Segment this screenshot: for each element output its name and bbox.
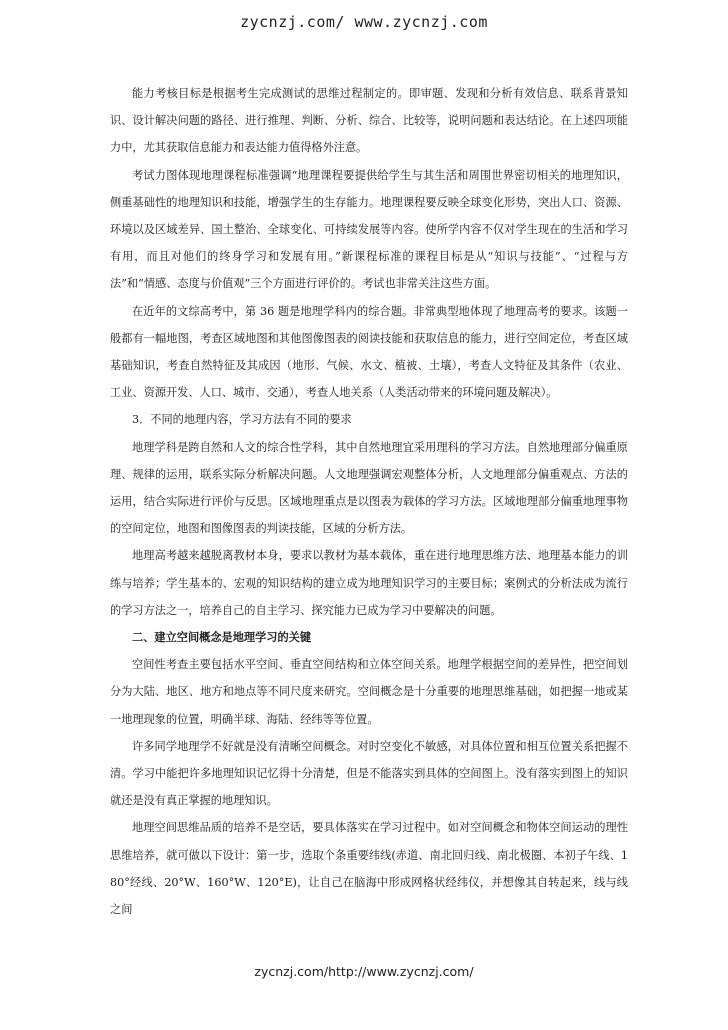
document-body [110,80,628,923]
paragraph-exam-trends: 地理高考越来越脱离教材本身，要求以教材为基本载体，重在进行地理思维方法、地理基本能力的训练与培养；学生基本的、宏观的知识结构的建立成为地理知识学习的主要目标；案例式的分析法成为流行的学习方法之一，培养自己的自主学习、探究能力已成为学习中要解决的问题。 [110,549,628,617]
paragraph-question-36: 在近年的文综高考中，第 36 题是地理学科内的综合题。非常典型地体现了地理高考的要求。该题一般都有一幅地图，考查区域地图和其他图像图表的阅读技能和获取信息的能力，进行空间定位，考查区域基础知识，考查自然特征及其成因（地形、气候、水文、植被、土壤），考查人文特征及其条件（农业、工业、资源开发、人口、城市、交通），考查人地关系（人类活动带来的环境问题及解决）。 [110,304,628,400]
paragraph-ability-targets: 能力考核目标是根据考生完成测试的思维过程制定的。即审题、发现和分析有效信息、联系背景知识、设计解决问题的路径、进行推理、判断、分析、综合、比较等，说明问题和表达结论。在上述四项能力中，尤其获取信息能力和表达能力值得格外注意。 [110,87,628,155]
paragraph-spatial-training: 地理空间思维品质的培养不是空话，要具体落实在学习过程中。如对空间概念和物体空间运动的理性思维培养，就可做以下设计：第一步，选取个条重要纬线(赤道、南北回归线、南北极圈、本初子午线、180°经线、20°W、160°W、120°E)，让自己在脑海中形成网格状经纬仪，并想像其自转起来，线与线之间 [110,821,628,917]
section-heading-spatial-concept: 二、建立空间概念是地理学习的关键 [132,630,312,645]
paragraph-spatial-problems: 许多同学地理学不好就是没有清晰空间概念。对时空变化不敏感，对具体位置和相互位置关系把握不清。学习中能把许多地理知识记忆得十分清楚，但是不能落实到具体的空间图上。没有落实到图上的知识就还是没有真正掌握的地理知识。 [110,739,628,808]
paragraph-section-3-title: 3．不同的地理内容，学习方法有不同的要求 [132,413,352,427]
paragraph-learning-methods: 地理学科是跨自然和人文的综合性学科，其中自然地理宜采用理科的学习方法。自然地理部分偏重原理、规律的运用，联系实际分析解决问题。人文地理强调宏观整体分析，人文地理部分偏重观点、方法的运用，结合实际进行评价与反思。区域地理重点是以图表为载体的学习方法。区域地理部分偏重地理事物的空间定位，地图和图像图表的判读技能，区域的分析方法。 [110,440,628,536]
paragraph-curriculum-standards: 考试力图体现地理课程标准强调“地理课程要提供给学生与其生活和周围世界密切相关的地理知识，侧重基础性的地理知识和技能，增强学生的生存能力。地理课程要反映全球变化形势，突出人口、资源、环境以及区域差异、国土整治、全球变化、可持续发展等内容。使所学内容不仅对学生现在的生活和学习有用，而且对他们的终身学习和发展有用。”新课程标准的课程目标是从“知识与技能”、“过程与方法”和“情感、态度与价值观”三个方面进行评价的。考试也非常关注这些方面。 [110,168,628,291]
page-footer: zycnzj.com/http://www.zycnzj.com/ [254,964,474,979]
page-header: zycnzj.com/ www.zycnzj.com [240,13,488,31]
paragraph-spatial-assessment: 空间性考查主要包括水平空间、垂直空间结构和立体空间关系。地理学根据空间的差异性，把空间划分为大陆、地区、地方和地点等不同尺度来研究。空间概念是十分重要的地理思维基础，如把握一地或某一地理现象的位置，明确半球、海陆、经纬等等位置。 [110,658,628,726]
